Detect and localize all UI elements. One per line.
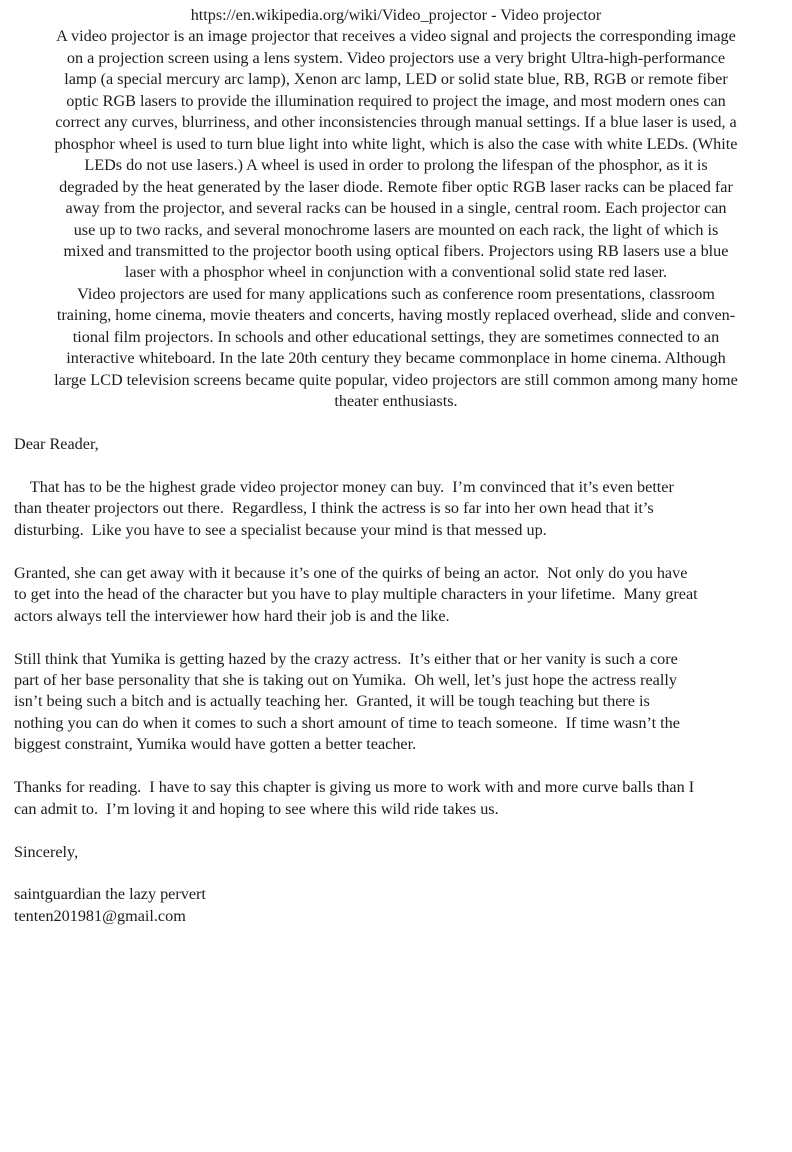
text-line: Thanks for reading. I have to say this chapter is giving us more to work with and more curve balls than I [14, 778, 695, 797]
letter-signature-block [14, 884, 778, 927]
text-line: isn’t being such a bitch and is actually teaching her. Granted, it will be tough teaching but there is [14, 692, 650, 711]
text-line: lamp (a special mercury arc lamp), Xenon arc lamp, LED or solid state blue, RB, RGB or remote fiber [64, 70, 728, 89]
wiki-paragraph-2 [14, 284, 778, 413]
email-address: tenten201981@gmail.com [14, 906, 186, 925]
text-line: laser with a phosphor wheel in conjunction with a conventional solid state red laser. [124, 263, 668, 282]
text-line: nothing you can do when it comes to such a short amount of time to teach someone. If time wasn’t the [14, 713, 680, 732]
text-line: disturbing. Like you have to see a specialist because your mind is that messed up. [14, 520, 547, 539]
text-line: That has to be the highest grade video projector money can buy. I’m convinced that it’s even better [14, 477, 674, 496]
text-line: interactive whiteboard. In the late 20th century they became commonplace in home cinema. Although [66, 349, 726, 368]
letter-paragraph-3 [14, 649, 778, 756]
letter-signature: saintguardian the lazy pervert [14, 885, 206, 904]
letter-paragraph-1 [14, 477, 778, 541]
text-line: part of her base personality that she is taking out on Yumika. Oh well, let’s just hope the actress really [14, 670, 677, 689]
text-line: than theater projectors out there. Regardless, I think the actress is so far into her own head that it’s [14, 499, 654, 518]
text-line: to get into the head of the character but you have to play multiple characters in your lifetime. Many great [14, 585, 698, 604]
text-line: Granted, she can get away with it because it’s one of the quirks of being an actor. Not only do you have [14, 563, 688, 582]
letter-closing: Sincerely, [14, 842, 79, 861]
letter-paragraph-2 [14, 563, 778, 627]
text-line: large LCD television screens became quite popular, video projectors are still common among many home [54, 370, 738, 389]
text-line: training, home cinema, movie theaters and concerts, having mostly replaced overhead, slide and conven- [56, 306, 736, 325]
text-line: away from the projector, and several racks can be housed in a single, central room. Each projector can [65, 199, 727, 218]
text-line: tional film projectors. In schools and other educational settings, they are sometimes connected to an [72, 327, 720, 346]
letter-paragraph-4 [14, 777, 778, 820]
text-line: correct any curves, blurriness, and other inconsistencies through manual settings. If a blue laser is used, a [55, 113, 737, 132]
wiki-excerpt-section [14, 5, 778, 413]
text-line: biggest constraint, Yumika would have gotten a better teacher. [14, 735, 417, 754]
text-line: use up to two racks, and several monochrome lasers are mounted on each rack, the light of which is [73, 220, 719, 239]
text-line: can admit to. I’m loving it and hoping to see where this wild ride takes us. [14, 799, 499, 818]
text-line: on a projection screen using a lens system. Video projectors use a very bright Ultra-high-performance [66, 48, 726, 67]
text-line: mixed and transmitted to the projector booth using optical fibers. Projectors using RB lasers use a blue [63, 241, 729, 260]
letter-section [14, 434, 778, 927]
text-line: actors always tell the interviewer how hard their job is and the like. [14, 606, 450, 625]
text-line: optic RGB lasers to provide the illumination required to project the image, and most modern ones can [66, 91, 726, 110]
text-line: theater enthusiasts. [334, 392, 458, 411]
text-line: Still think that Yumika is getting hazed by the crazy actress. It’s either that or her vanity is such a core [14, 649, 678, 668]
letter-salutation: Dear Reader, [14, 435, 99, 454]
text-line: LEDs do not use lasers.) A wheel is used in order to prolong the lifespan of the phosphor, as it is [84, 156, 708, 175]
text-line: A video projector is an image projector that receives a video signal and projects the corresponding image [56, 27, 736, 46]
text-line: Video projectors are used for many applications such as conference room presentations, classroom [77, 284, 715, 303]
text-line: degraded by the heat generated by the laser diode. Remote fiber optic RGB laser racks can be placed far [59, 177, 733, 196]
source-url-line: https://en.wikipedia.org/wiki/Video_projector - Video projector [190, 6, 602, 24]
wiki-paragraph-1 [14, 26, 778, 283]
text-line: phosphor wheel is used to turn blue light into white light, which is also the case with white LEDs. (White [54, 134, 738, 153]
